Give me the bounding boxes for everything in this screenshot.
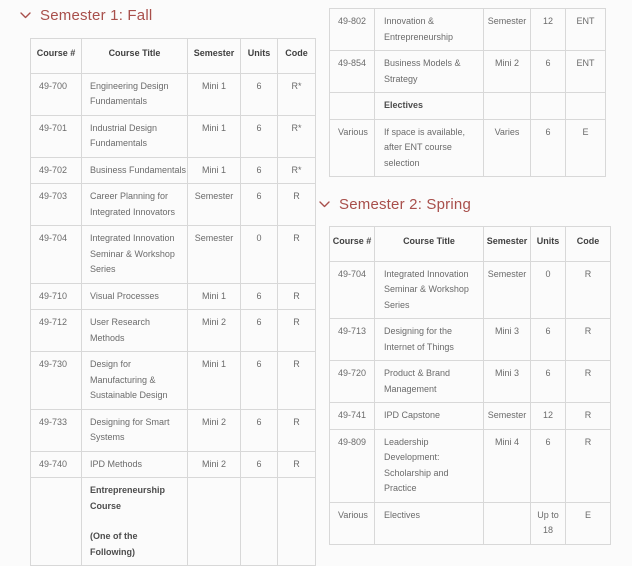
col-header-units: Units	[241, 39, 278, 74]
course-row	[31, 283, 316, 310]
course-semester-cell: Mini 2	[188, 310, 241, 352]
course-title-cell: Engineering Design Fundamentals	[82, 73, 188, 115]
course-semester-cell: Mini 2	[484, 51, 531, 93]
group-title-line: Entrepreneurship Course	[90, 485, 166, 511]
spring-table-header	[330, 227, 611, 262]
course-semester-cell: Mini 1	[188, 352, 241, 410]
course-number-cell: 49-710	[31, 283, 82, 310]
course-semester-cell: Mini 1	[188, 115, 241, 157]
course-title-cell: IPD Methods	[82, 451, 188, 478]
course-number-cell: 49-720	[330, 361, 375, 403]
course-row	[330, 502, 611, 544]
course-number-cell: 49-733	[31, 409, 82, 451]
course-row	[330, 51, 606, 93]
course-units-cell: 6	[241, 157, 278, 184]
course-semester-cell: Semester	[484, 9, 531, 51]
course-code-cell: R	[566, 361, 611, 403]
course-units-cell: 6	[531, 361, 566, 403]
course-semester-cell: Semester	[188, 226, 241, 284]
chevron-down-icon	[20, 12, 31, 19]
course-number-cell: 49-809	[330, 429, 375, 502]
course-code-cell: R	[278, 451, 316, 478]
course-title-cell: Visual Processes	[82, 283, 188, 310]
fall-section	[20, 7, 320, 566]
course-number-cell: 49-713	[330, 319, 375, 361]
spring-heading-label: Semester 2: Spring	[339, 196, 471, 213]
course-code-cell: R	[566, 261, 611, 319]
course-number-cell: 49-704	[31, 226, 82, 284]
course-title-cell: IPD Capstone	[375, 403, 484, 430]
course-units-cell: 6	[241, 184, 278, 226]
col-header-semester: Semester	[188, 39, 241, 74]
course-row	[31, 310, 316, 352]
course-number-cell: 49-854	[330, 51, 375, 93]
course-row	[31, 409, 316, 451]
course-units-cell: 6	[241, 73, 278, 115]
course-units-cell: 6	[531, 119, 566, 177]
course-title-cell: If space is available, after ENT course selection	[375, 119, 484, 177]
course-title-cell: Career Planning for Integrated Innovators	[82, 184, 188, 226]
course-number-cell	[330, 93, 375, 120]
course-row	[31, 184, 316, 226]
course-semester-cell: Mini 1	[188, 157, 241, 184]
course-row	[31, 352, 316, 410]
course-units-cell	[241, 478, 278, 566]
course-number-cell	[31, 478, 82, 566]
course-row	[330, 429, 611, 502]
course-title-cell: Business Fundamentals	[82, 157, 188, 184]
col-header-code: Code	[566, 227, 611, 262]
course-title-cell	[82, 478, 188, 566]
course-code-cell: R	[566, 429, 611, 502]
course-semester-cell: Mini 4	[484, 429, 531, 502]
course-number-cell: Various	[330, 119, 375, 177]
course-units-cell: 6	[241, 409, 278, 451]
col-header-units: Units	[531, 227, 566, 262]
course-number-cell: 49-802	[330, 9, 375, 51]
course-title-cell: Design for Manufacturing & Sustainable Design	[82, 352, 188, 410]
course-title-cell: Innovation & Entrepreneurship	[375, 9, 484, 51]
group-row	[330, 93, 606, 120]
course-code-cell: R	[278, 352, 316, 410]
col-header-code: Code	[278, 39, 316, 74]
course-code-cell: E	[566, 119, 606, 177]
group-title-line: (One of the Following)	[90, 531, 138, 557]
course-number-cell: 49-700	[31, 73, 82, 115]
course-code-cell: R	[566, 403, 611, 430]
course-units-cell: 6	[241, 451, 278, 478]
course-code-cell: R*	[278, 73, 316, 115]
fall-table-continued	[329, 8, 606, 177]
course-code-cell: ENT	[566, 51, 606, 93]
course-code-cell: R	[566, 319, 611, 361]
course-semester-cell: Mini 2	[188, 451, 241, 478]
spring-table	[329, 226, 611, 545]
course-units-cell: 0	[531, 261, 566, 319]
course-semester-cell: Mini 2	[188, 409, 241, 451]
course-code-cell: R	[278, 409, 316, 451]
fall-section-heading[interactable]	[20, 7, 320, 24]
course-code-cell	[566, 93, 606, 120]
course-title-cell: Electives	[375, 502, 484, 544]
fall-heading-label: Semester 1: Fall	[40, 7, 153, 24]
course-units-cell: 6	[241, 310, 278, 352]
group-row	[31, 478, 316, 566]
course-title-cell: Business Models & Strategy	[375, 51, 484, 93]
col-header-course-number: Course #	[31, 39, 82, 74]
course-row	[330, 319, 611, 361]
group-title-line: Electives	[384, 100, 424, 110]
course-semester-cell	[484, 502, 531, 544]
course-units-cell: 6	[531, 51, 566, 93]
course-number-cell: 49-730	[31, 352, 82, 410]
col-header-course-title: Course Title	[82, 39, 188, 74]
course-semester-cell: Semester	[188, 184, 241, 226]
course-number-cell: 49-701	[31, 115, 82, 157]
col-header-semester: Semester	[484, 227, 531, 262]
course-units-cell	[531, 93, 566, 120]
course-code-cell	[278, 478, 316, 566]
course-code-cell: R	[278, 283, 316, 310]
course-row	[330, 119, 606, 177]
course-row	[31, 115, 316, 157]
course-units-cell: 6	[531, 319, 566, 361]
course-title-cell: User Research Methods	[82, 310, 188, 352]
col-header-course-title: Course Title	[375, 227, 484, 262]
course-number-cell: 49-702	[31, 157, 82, 184]
course-title-cell: Designing for Smart Systems	[82, 409, 188, 451]
course-row	[330, 261, 611, 319]
course-semester-cell: Semester	[484, 403, 531, 430]
course-row	[330, 361, 611, 403]
course-row	[31, 451, 316, 478]
course-code-cell: R	[278, 310, 316, 352]
course-units-cell: 6	[241, 352, 278, 410]
course-semester-cell: Varies	[484, 119, 531, 177]
course-semester-cell: Mini 3	[484, 319, 531, 361]
course-row	[31, 73, 316, 115]
course-units-cell: Up to 18	[531, 502, 566, 544]
course-semester-cell	[188, 478, 241, 566]
fall-table-left	[30, 38, 316, 566]
chevron-down-icon	[319, 201, 330, 208]
course-number-cell: 49-712	[31, 310, 82, 352]
course-title-cell: Product & Brand Management	[375, 361, 484, 403]
course-units-cell: 6	[531, 429, 566, 502]
course-units-cell: 12	[531, 9, 566, 51]
course-row	[330, 9, 606, 51]
course-number-cell: 49-741	[330, 403, 375, 430]
course-row	[31, 157, 316, 184]
course-semester-cell: Semester	[484, 261, 531, 319]
course-code-cell: R	[278, 226, 316, 284]
course-units-cell: 12	[531, 403, 566, 430]
course-number-cell: Various	[330, 502, 375, 544]
course-units-cell: 6	[241, 283, 278, 310]
course-code-cell: ENT	[566, 9, 606, 51]
course-units-cell: 6	[241, 115, 278, 157]
fall-table-header	[31, 39, 316, 74]
col-header-course-number: Course #	[330, 227, 375, 262]
course-title-cell: Industrial Design Fundamentals	[82, 115, 188, 157]
spring-section-heading[interactable]	[319, 196, 632, 213]
course-semester-cell	[484, 93, 531, 120]
course-semester-cell: Mini 1	[188, 73, 241, 115]
right-column	[317, 8, 632, 545]
course-code-cell: R*	[278, 157, 316, 184]
course-row	[31, 226, 316, 284]
course-number-cell: 49-703	[31, 184, 82, 226]
course-units-cell: 0	[241, 226, 278, 284]
course-semester-cell: Mini 1	[188, 283, 241, 310]
course-code-cell: R	[278, 184, 316, 226]
course-title-cell: Integrated Innovation Seminar & Workshop Series	[375, 261, 484, 319]
course-title-cell: Integrated Innovation Seminar & Workshop Series	[82, 226, 188, 284]
course-number-cell: 49-740	[31, 451, 82, 478]
course-title-cell: Leadership Development: Scholarship and Practice	[375, 429, 484, 502]
course-code-cell: R*	[278, 115, 316, 157]
course-code-cell: E	[566, 502, 611, 544]
course-row	[330, 403, 611, 430]
course-title-cell	[375, 93, 484, 120]
course-semester-cell: Mini 3	[484, 361, 531, 403]
course-title-cell: Designing for the Internet of Things	[375, 319, 484, 361]
course-number-cell: 49-704	[330, 261, 375, 319]
